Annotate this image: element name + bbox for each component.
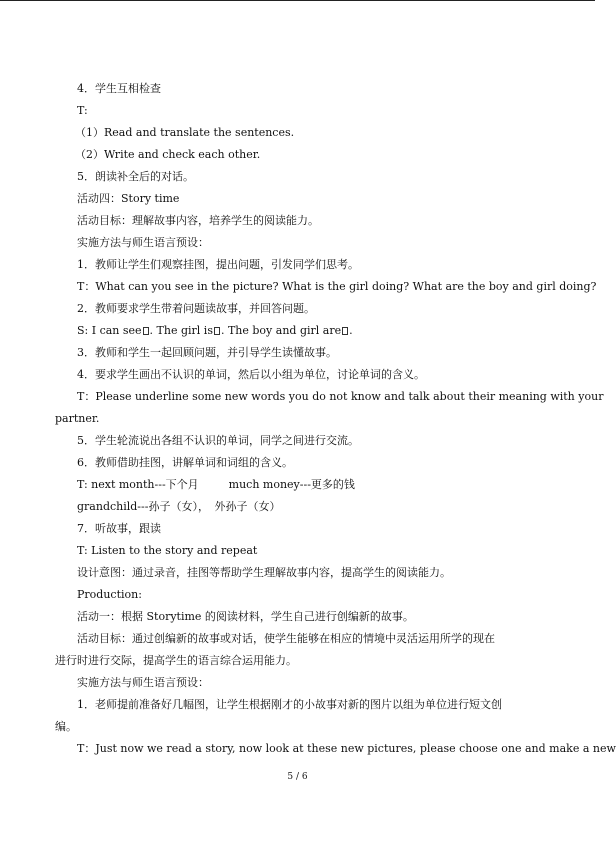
text-line: 3．教师和学生一起回顾问题，并引导学生读懂故事。 — [77, 346, 337, 359]
text-line: 活动目标：通过创编新的故事或对话，使学生能够在相应的情境中灵活运用所学的现在 — [77, 632, 495, 645]
text-line: 7．听故事，跟读 — [77, 522, 161, 535]
vocab-entry: T: next month---下个月 — [77, 478, 199, 491]
text-line: 活动一：根据 Storytime 的阅读材料，学生自己进行创编新的故事。 — [77, 610, 414, 623]
text-line: 1．老师提前准备好几幅图，让学生根据刚才的小故事对新的图片以组为单位进行短文创 — [77, 698, 502, 711]
text-line: T：Just now we read a story, now look at these new pictures, please choose one and make a new — [77, 742, 616, 755]
sentence-fragment: S: I can see — [77, 324, 142, 337]
text-line: Production: — [77, 588, 142, 601]
text-line: 4．要求学生画出不认识的单词，然后以小组为单位，讨论单词的含义。 — [77, 368, 425, 381]
text-line: 6．教师借助挂图，讲解单词和词组的含义。 — [77, 456, 293, 469]
text-line: 实施方法与师生语言预设： — [77, 236, 209, 249]
text-line: 活动目标：理解故事内容，培养学生的阅读能力。 — [77, 214, 319, 227]
text-line: 5．学生轮流说出各组不认识的单词，同学之间进行交流。 — [77, 434, 359, 447]
text-line: 5．朗读补全后的对话。 — [77, 170, 194, 183]
text-line: partner. — [55, 412, 100, 425]
text-line: （1）Read and translate the sentences. — [75, 126, 295, 139]
sentence-fragment: . — [349, 324, 353, 337]
text-line-with-blanks — [55, 320, 541, 342]
text-line: 实施方法与师生语言预设： — [77, 676, 209, 689]
vocab-entry: much money---更多的钱 — [228, 478, 355, 491]
page-number: 5 / 6 — [287, 772, 308, 782]
header-rule — [0, 0, 595, 1]
text-line: 1．教师让学生们观察挂图，提出问题，引发同学们思考。 — [77, 258, 359, 271]
text-line: T：What can you see in the picture? What is the girl doing? What are the boy and girl doing? — [77, 280, 597, 293]
sentence-fragment: . The girl is — [149, 324, 213, 337]
sentence-fragment: . The boy and girl are — [220, 324, 342, 337]
text-line: 2．教师要求学生带着问题读故事，并回答问题。 — [77, 302, 315, 315]
text-line: 进行时进行交际，提高学生的语言综合运用能力。 — [55, 654, 297, 667]
document-body — [55, 78, 616, 760]
text-line: 编。 — [55, 720, 77, 733]
blank-box-icon — [143, 327, 149, 335]
text-line: 活动四：Story time — [77, 192, 180, 205]
blank-box-icon — [342, 327, 348, 335]
text-line: 4．学生互相检查 — [77, 82, 161, 95]
text-line: grandchild---孙子（女）， 外孙子（女） — [77, 500, 281, 513]
text-line: T：Please underline some new words you do not know and talk about their meaning with your — [77, 390, 604, 403]
text-line: T: — [77, 104, 88, 117]
text-line: （2）Write and check each other. — [75, 148, 261, 161]
text-line: T: Listen to the story and repeat — [77, 544, 258, 557]
text-line: 设计意图：通过录音，挂图等帮助学生理解故事内容，提高学生的阅读能力。 — [77, 566, 451, 579]
vocab-line — [55, 474, 541, 496]
blank-box-icon — [214, 327, 220, 335]
